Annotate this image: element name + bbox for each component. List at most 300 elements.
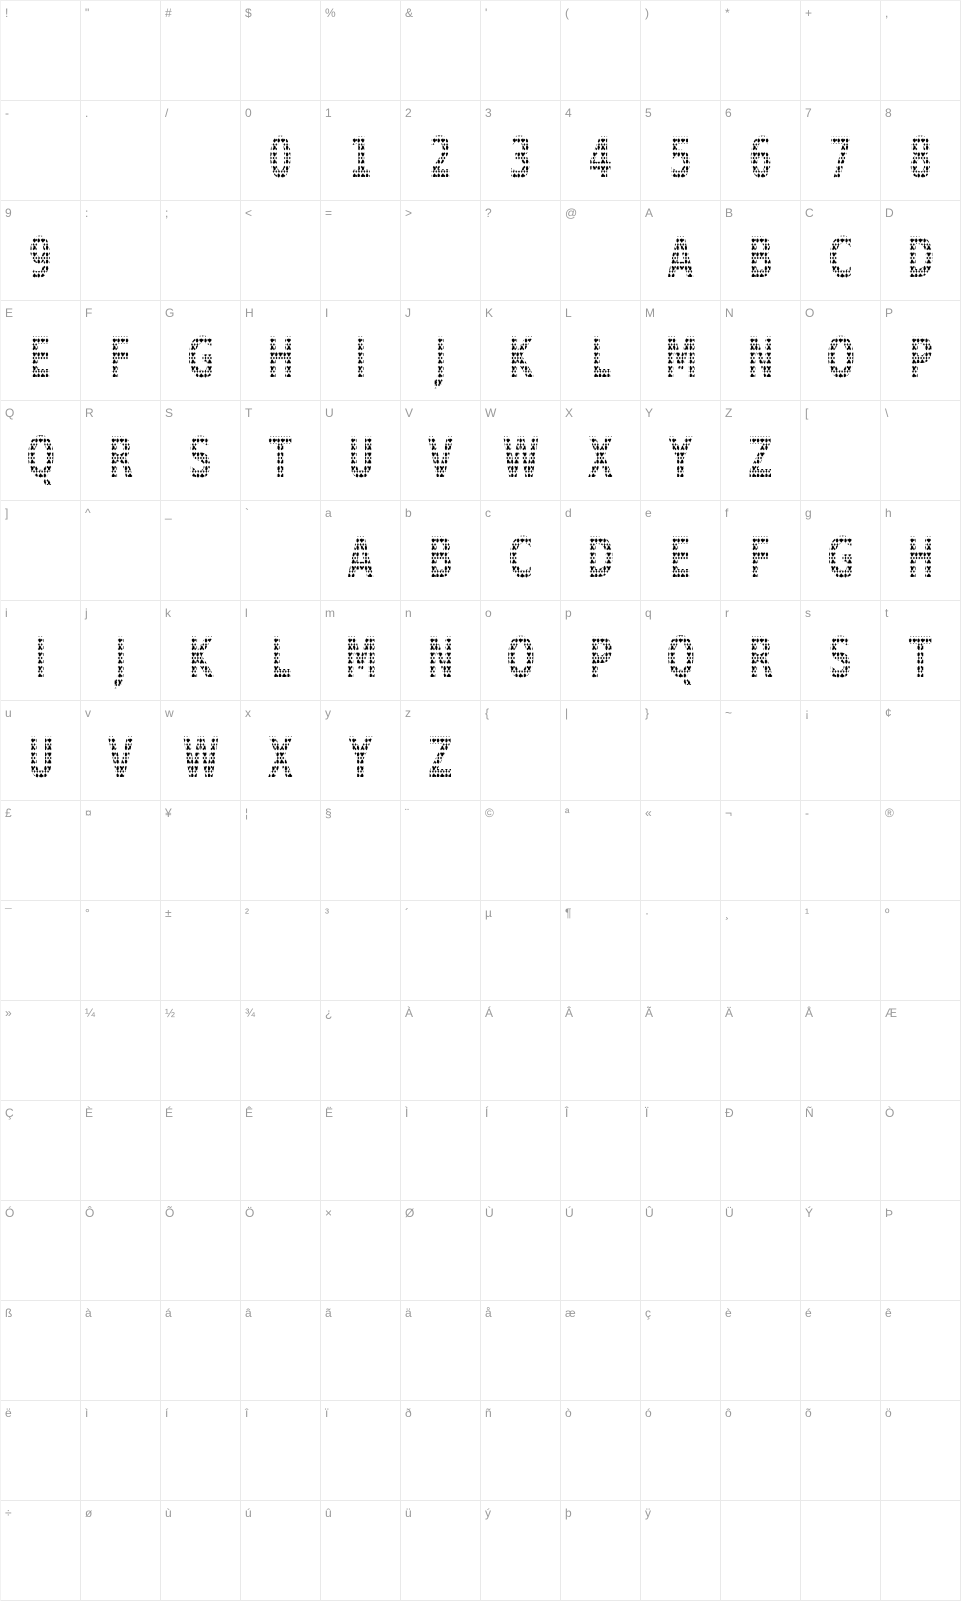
glyph-cell xyxy=(881,701,961,801)
glyph-preview-area xyxy=(721,21,800,100)
glyph-code-label: n xyxy=(405,606,412,620)
glyph-cell xyxy=(881,1401,961,1501)
glyph-cell xyxy=(881,1501,961,1601)
glyph-code-label: ^ xyxy=(85,506,91,520)
glyph-preview-area xyxy=(81,521,160,600)
glyph-cell xyxy=(161,1201,241,1301)
glyph-cell xyxy=(161,1,241,101)
glyph-cell xyxy=(801,1401,881,1501)
glyph-preview-area xyxy=(241,821,320,900)
glyph-cell xyxy=(401,1001,481,1101)
glyph-cell xyxy=(801,1001,881,1101)
glyph-preview-area xyxy=(401,421,480,500)
glyph-preview: R xyxy=(107,425,134,491)
glyph-code-label: s xyxy=(805,606,811,620)
glyph-code-label: ] xyxy=(5,506,9,520)
glyph-preview-area xyxy=(721,1021,800,1100)
glyph-cell xyxy=(81,1101,161,1201)
glyph-preview-area xyxy=(561,21,640,100)
glyph-preview-area xyxy=(401,721,480,800)
glyph-preview-area xyxy=(401,821,480,900)
glyph-code-label: 2 xyxy=(405,106,412,120)
glyph-cell xyxy=(81,1201,161,1301)
glyph-preview-area xyxy=(801,521,880,600)
glyph-code-label: p xyxy=(565,606,572,620)
glyph-preview: Q xyxy=(666,625,695,691)
glyph-code-label: Ò xyxy=(885,1106,895,1120)
glyph-preview: 1 xyxy=(348,125,373,191)
glyph-cell xyxy=(401,1401,481,1501)
glyph-cell xyxy=(561,801,641,901)
glyph-code-label: 9 xyxy=(5,206,12,220)
glyph-code-label: ï xyxy=(325,1406,329,1420)
glyph-cell xyxy=(161,1401,241,1501)
glyph-cell xyxy=(81,1301,161,1401)
glyph-code-label: ¾ xyxy=(245,1006,256,1020)
glyph-preview-area xyxy=(481,1521,560,1600)
glyph-code-label: Ð xyxy=(725,1106,734,1120)
glyph-preview-area xyxy=(641,1421,720,1500)
glyph-preview-area xyxy=(401,1221,480,1300)
glyph-code-label: þ xyxy=(565,1506,572,1520)
glyph-preview-area xyxy=(881,521,960,600)
glyph-code-label: ¢ xyxy=(885,706,892,720)
glyph-code-label: Z xyxy=(725,406,733,420)
glyph-code-label: ® xyxy=(885,806,894,820)
glyph-preview: F xyxy=(109,325,132,391)
glyph-cell xyxy=(801,201,881,301)
glyph-preview-area xyxy=(641,1521,720,1600)
glyph-cell xyxy=(641,1201,721,1301)
glyph-cell xyxy=(801,801,881,901)
glyph-preview-area xyxy=(801,21,880,100)
glyph-cell xyxy=(801,1,881,101)
glyph-code-label: I xyxy=(325,306,329,320)
glyph-preview-area xyxy=(801,1321,880,1400)
glyph-preview-area xyxy=(1,721,80,800)
glyph-code-label: Â xyxy=(565,1006,574,1020)
glyph-cell xyxy=(561,401,641,501)
glyph-preview-area xyxy=(801,1221,880,1300)
glyph-preview: W xyxy=(501,425,540,491)
glyph-preview-area xyxy=(161,921,240,1000)
glyph-preview-area xyxy=(641,1121,720,1200)
glyph-code-label: £ xyxy=(5,806,12,820)
glyph-cell xyxy=(721,1201,801,1301)
glyph-cell xyxy=(1,501,81,601)
glyph-preview-area xyxy=(401,1021,480,1100)
glyph-preview: B xyxy=(747,225,774,291)
glyph-preview-area xyxy=(881,1221,960,1300)
glyph-cell xyxy=(1,201,81,301)
glyph-code-label: ' xyxy=(485,6,488,20)
glyph-preview-area xyxy=(881,321,960,400)
glyph-cell xyxy=(401,1,481,101)
glyph-preview-area xyxy=(881,1521,960,1600)
glyph-preview-area xyxy=(81,1121,160,1200)
glyph-code-label: ç xyxy=(645,1306,651,1320)
glyph-preview-area xyxy=(81,1021,160,1100)
glyph-code-label: > xyxy=(405,206,413,220)
glyph-cell xyxy=(721,401,801,501)
glyph-code-label: ! xyxy=(5,6,9,20)
glyph-preview-area xyxy=(881,1421,960,1500)
glyph-preview: U xyxy=(26,725,55,791)
glyph-code-label: S xyxy=(165,406,174,420)
glyph-code-label: * xyxy=(725,6,730,20)
glyph-cell xyxy=(321,501,401,601)
glyph-preview: L xyxy=(589,325,612,391)
glyph-preview-area xyxy=(81,121,160,200)
glyph-preview: C xyxy=(828,225,853,291)
glyph-code-label: Ù xyxy=(485,1206,494,1220)
glyph-preview-area xyxy=(481,621,560,700)
glyph-preview-area xyxy=(321,921,400,1000)
glyph-cell xyxy=(641,501,721,601)
glyph-preview-area xyxy=(881,921,960,1000)
glyph-preview-area xyxy=(481,1421,560,1500)
glyph-code-label: É xyxy=(165,1106,174,1120)
glyph-cell xyxy=(561,601,641,701)
glyph-code-label: a xyxy=(325,506,332,520)
glyph-code-label: 3 xyxy=(485,106,492,120)
glyph-preview-area xyxy=(321,1521,400,1600)
glyph-preview-area xyxy=(561,1021,640,1100)
glyph-code-label: G xyxy=(165,306,175,320)
glyph-code-label: , xyxy=(885,6,889,20)
glyph-cell xyxy=(241,1001,321,1101)
glyph-preview: 8 xyxy=(908,125,933,191)
glyph-code-label: ì xyxy=(85,1406,89,1420)
glyph-cell xyxy=(1,101,81,201)
glyph-preview-area xyxy=(561,1421,640,1500)
glyph-cell xyxy=(721,1101,801,1201)
glyph-cell xyxy=(721,1,801,101)
glyph-preview-area xyxy=(1,921,80,1000)
glyph-cell xyxy=(161,301,241,401)
glyph-code-label: X xyxy=(565,406,574,420)
glyph-cell xyxy=(401,401,481,501)
glyph-cell xyxy=(641,1401,721,1501)
glyph-cell xyxy=(801,1501,881,1601)
glyph-preview-area xyxy=(481,221,560,300)
glyph-code-label: ¬ xyxy=(725,806,733,820)
glyph-preview-area xyxy=(161,621,240,700)
glyph-cell xyxy=(81,1501,161,1601)
glyph-preview: M xyxy=(343,625,378,691)
glyph-code-label: Q xyxy=(5,406,15,420)
glyph-cell xyxy=(81,301,161,401)
glyph-preview: X xyxy=(587,425,614,491)
glyph-code-label: ª xyxy=(565,806,570,820)
glyph-code-label: ? xyxy=(485,206,492,220)
glyph-cell xyxy=(1,1401,81,1501)
glyph-code-label: \ xyxy=(885,406,889,420)
glyph-preview: U xyxy=(346,425,375,491)
glyph-preview: V xyxy=(427,425,454,491)
glyph-code-label: ò xyxy=(565,1406,572,1420)
glyph-preview-area xyxy=(641,121,720,200)
glyph-preview-area xyxy=(241,621,320,700)
glyph-cell xyxy=(801,1301,881,1401)
glyph-cell xyxy=(1,801,81,901)
glyph-cell xyxy=(641,101,721,201)
glyph-preview-area xyxy=(401,1521,480,1600)
glyph-preview-area xyxy=(161,1221,240,1300)
glyph-cell xyxy=(881,501,961,601)
glyph-cell xyxy=(161,901,241,1001)
glyph-code-label: r xyxy=(725,606,729,620)
glyph-code-label: Þ xyxy=(885,1206,894,1220)
glyph-preview-area xyxy=(401,21,480,100)
glyph-preview-area xyxy=(801,621,880,700)
glyph-preview: E xyxy=(669,525,692,591)
glyph-code-label: + xyxy=(805,6,813,20)
glyph-preview: Z xyxy=(428,725,453,791)
glyph-preview-area xyxy=(881,1121,960,1200)
glyph-cell xyxy=(561,1401,641,1501)
glyph-preview-area xyxy=(241,21,320,100)
glyph-code-label: ; xyxy=(165,206,169,220)
glyph-preview-area xyxy=(881,221,960,300)
glyph-preview: 6 xyxy=(748,125,773,191)
glyph-code-label: H xyxy=(245,306,254,320)
glyph-code-label: « xyxy=(645,806,652,820)
glyph-code-label: Ü xyxy=(725,1206,734,1220)
glyph-cell xyxy=(1,1501,81,1601)
glyph-preview: H xyxy=(266,325,295,391)
glyph-preview: Q xyxy=(26,425,55,491)
glyph-cell xyxy=(721,701,801,801)
glyph-preview-area xyxy=(1,21,80,100)
glyph-cell xyxy=(721,301,801,401)
glyph-preview-area xyxy=(881,821,960,900)
glyph-code-label: ø xyxy=(85,1506,93,1520)
glyph-preview-area xyxy=(241,1421,320,1500)
glyph-preview-area xyxy=(321,421,400,500)
glyph-cell xyxy=(801,401,881,501)
glyph-preview-area xyxy=(481,1121,560,1200)
glyph-code-label: í xyxy=(165,1406,169,1420)
glyph-code-label: { xyxy=(485,706,490,720)
glyph-cell xyxy=(481,1401,561,1501)
glyph-preview-area xyxy=(161,1121,240,1200)
glyph-cell xyxy=(321,1101,401,1201)
glyph-cell xyxy=(881,1001,961,1101)
glyph-code-label: õ xyxy=(805,1406,812,1420)
glyph-preview-area xyxy=(801,321,880,400)
glyph-preview-area xyxy=(481,521,560,600)
glyph-code-label: Ö xyxy=(245,1206,255,1220)
glyph-code-label: Y xyxy=(645,406,654,420)
glyph-code-label: ¼ xyxy=(85,1006,96,1020)
glyph-preview: 2 xyxy=(428,125,453,191)
glyph-preview-area xyxy=(241,1321,320,1400)
glyph-cell xyxy=(1,601,81,701)
glyph-preview: K xyxy=(507,325,534,391)
glyph-code-label: Æ xyxy=(885,1006,897,1020)
glyph-cell xyxy=(641,801,721,901)
glyph-preview-area xyxy=(561,121,640,200)
glyph-preview-area xyxy=(481,1021,560,1100)
glyph-preview-area xyxy=(1,1121,80,1200)
glyph-preview-area xyxy=(241,721,320,800)
glyph-cell xyxy=(321,101,401,201)
glyph-code-label: . xyxy=(85,106,89,120)
glyph-code-label: M xyxy=(645,306,655,320)
glyph-preview-area xyxy=(321,1421,400,1500)
glyph-code-label: ³ xyxy=(325,906,329,920)
glyph-preview-area xyxy=(161,521,240,600)
glyph-code-label: ó xyxy=(645,1406,652,1420)
glyph-code-label: Ø xyxy=(405,1206,415,1220)
glyph-preview-area xyxy=(161,1321,240,1400)
glyph-code-label: · xyxy=(645,906,649,920)
glyph-preview: Y xyxy=(348,725,373,791)
glyph-preview: C xyxy=(508,525,533,591)
glyph-cell xyxy=(641,401,721,501)
glyph-preview-area xyxy=(401,921,480,1000)
glyph-code-label: = xyxy=(325,206,333,220)
glyph-preview-area xyxy=(561,1521,640,1600)
glyph-preview: 5 xyxy=(668,125,693,191)
glyph-code-label: _ xyxy=(165,506,172,520)
glyph-cell xyxy=(321,1401,401,1501)
glyph-cell xyxy=(401,1201,481,1301)
glyph-preview-area xyxy=(321,1021,400,1100)
glyph-code-label: È xyxy=(85,1106,94,1120)
glyph-preview-area xyxy=(1,1321,80,1400)
glyph-cell xyxy=(481,1,561,101)
glyph-preview-area xyxy=(561,1221,640,1300)
glyph-preview-area xyxy=(881,21,960,100)
glyph-code-label: û xyxy=(325,1506,332,1520)
glyph-code-label: t xyxy=(885,606,889,620)
glyph-cell xyxy=(401,1101,481,1201)
glyph-code-label: | xyxy=(565,706,569,720)
glyph-cell xyxy=(81,901,161,1001)
glyph-preview-area xyxy=(1,1221,80,1300)
glyph-cell xyxy=(81,1001,161,1101)
glyph-preview-area xyxy=(161,721,240,800)
glyph-preview-area xyxy=(801,1521,880,1600)
glyph-code-label: i xyxy=(5,606,8,620)
glyph-cell xyxy=(161,701,241,801)
glyph-cell xyxy=(241,1501,321,1601)
glyph-preview-area xyxy=(881,721,960,800)
glyph-cell xyxy=(641,901,721,1001)
glyph-code-label: A xyxy=(645,206,654,220)
glyph-preview-area xyxy=(401,1121,480,1200)
glyph-cell xyxy=(881,1,961,101)
glyph-preview-area xyxy=(81,1221,160,1300)
glyph-preview-area xyxy=(401,1421,480,1500)
glyph-preview: H xyxy=(906,525,935,591)
glyph-code-label: R xyxy=(85,406,94,420)
glyph-preview-area xyxy=(81,221,160,300)
glyph-code-label: Ñ xyxy=(805,1106,814,1120)
glyph-code-label: Ä xyxy=(725,1006,734,1020)
glyph-code-label xyxy=(801,1501,880,1521)
glyph-code-label: ¿ xyxy=(325,1006,333,1020)
glyph-preview-area xyxy=(241,1521,320,1600)
glyph-cell xyxy=(561,1101,641,1201)
glyph-code-label: µ xyxy=(485,906,492,920)
glyph-cell xyxy=(481,1301,561,1401)
glyph-preview-area xyxy=(401,1321,480,1400)
glyph-preview-area xyxy=(81,421,160,500)
glyph-cell xyxy=(401,801,481,901)
glyph-preview-area xyxy=(641,321,720,400)
glyph-code-label: À xyxy=(405,1006,414,1020)
glyph-preview-area xyxy=(481,321,560,400)
glyph-cell xyxy=(161,1301,241,1401)
glyph-preview-area xyxy=(481,821,560,900)
glyph-cell xyxy=(881,301,961,401)
glyph-preview-area xyxy=(321,221,400,300)
glyph-cell xyxy=(81,401,161,501)
glyph-cell xyxy=(81,701,161,801)
glyph-preview: J xyxy=(434,325,447,391)
glyph-preview: S xyxy=(828,625,853,691)
glyph-cell xyxy=(641,701,721,801)
glyph-cell xyxy=(881,901,961,1001)
glyph-cell xyxy=(881,601,961,701)
glyph-code-label: B xyxy=(725,206,734,220)
glyph-preview-area xyxy=(241,221,320,300)
glyph-preview-area xyxy=(241,921,320,1000)
glyph-code-label: l xyxy=(245,606,248,620)
glyph-code-label: 8 xyxy=(885,106,892,120)
glyph-preview: 4 xyxy=(588,125,613,191)
glyph-code-label: - xyxy=(5,106,9,120)
glyph-code-label: ã xyxy=(325,1306,332,1320)
glyph-code-label: F xyxy=(85,306,93,320)
glyph-cell xyxy=(561,101,641,201)
glyph-code-label: Ó xyxy=(5,1206,15,1220)
glyph-preview: O xyxy=(826,325,855,391)
glyph-cell xyxy=(321,201,401,301)
glyph-preview-area xyxy=(81,1321,160,1400)
glyph-code-label: ð xyxy=(405,1406,412,1420)
glyph-code-label: î xyxy=(245,1406,249,1420)
glyph-preview-area xyxy=(881,421,960,500)
glyph-code-label: b xyxy=(405,506,412,520)
glyph-preview-area xyxy=(721,121,800,200)
glyph-cell xyxy=(401,301,481,401)
glyph-cell xyxy=(1,1201,81,1301)
glyph-code-label: ¹ xyxy=(805,906,809,920)
glyph-preview-area xyxy=(1,421,80,500)
glyph-code-label: D xyxy=(885,206,894,220)
glyph-code-label: æ xyxy=(565,1306,576,1320)
glyph-code-label: ¦ xyxy=(245,806,249,820)
glyph-code-label: g xyxy=(805,506,812,520)
glyph-preview-area xyxy=(1,1521,80,1600)
glyph-code-label: ± xyxy=(165,906,172,920)
glyph-code-label: ¥ xyxy=(165,806,172,820)
glyph-code-label: # xyxy=(165,6,172,20)
glyph-preview: J xyxy=(114,625,127,691)
glyph-code-label: ë xyxy=(5,1406,12,1420)
glyph-code-label: å xyxy=(485,1306,492,1320)
glyph-preview-area xyxy=(561,921,640,1000)
glyph-preview-area xyxy=(241,1021,320,1100)
glyph-preview-area xyxy=(241,321,320,400)
glyph-code-label: × xyxy=(325,1206,333,1220)
glyph-code-label: § xyxy=(325,806,332,820)
glyph-preview-area xyxy=(721,321,800,400)
